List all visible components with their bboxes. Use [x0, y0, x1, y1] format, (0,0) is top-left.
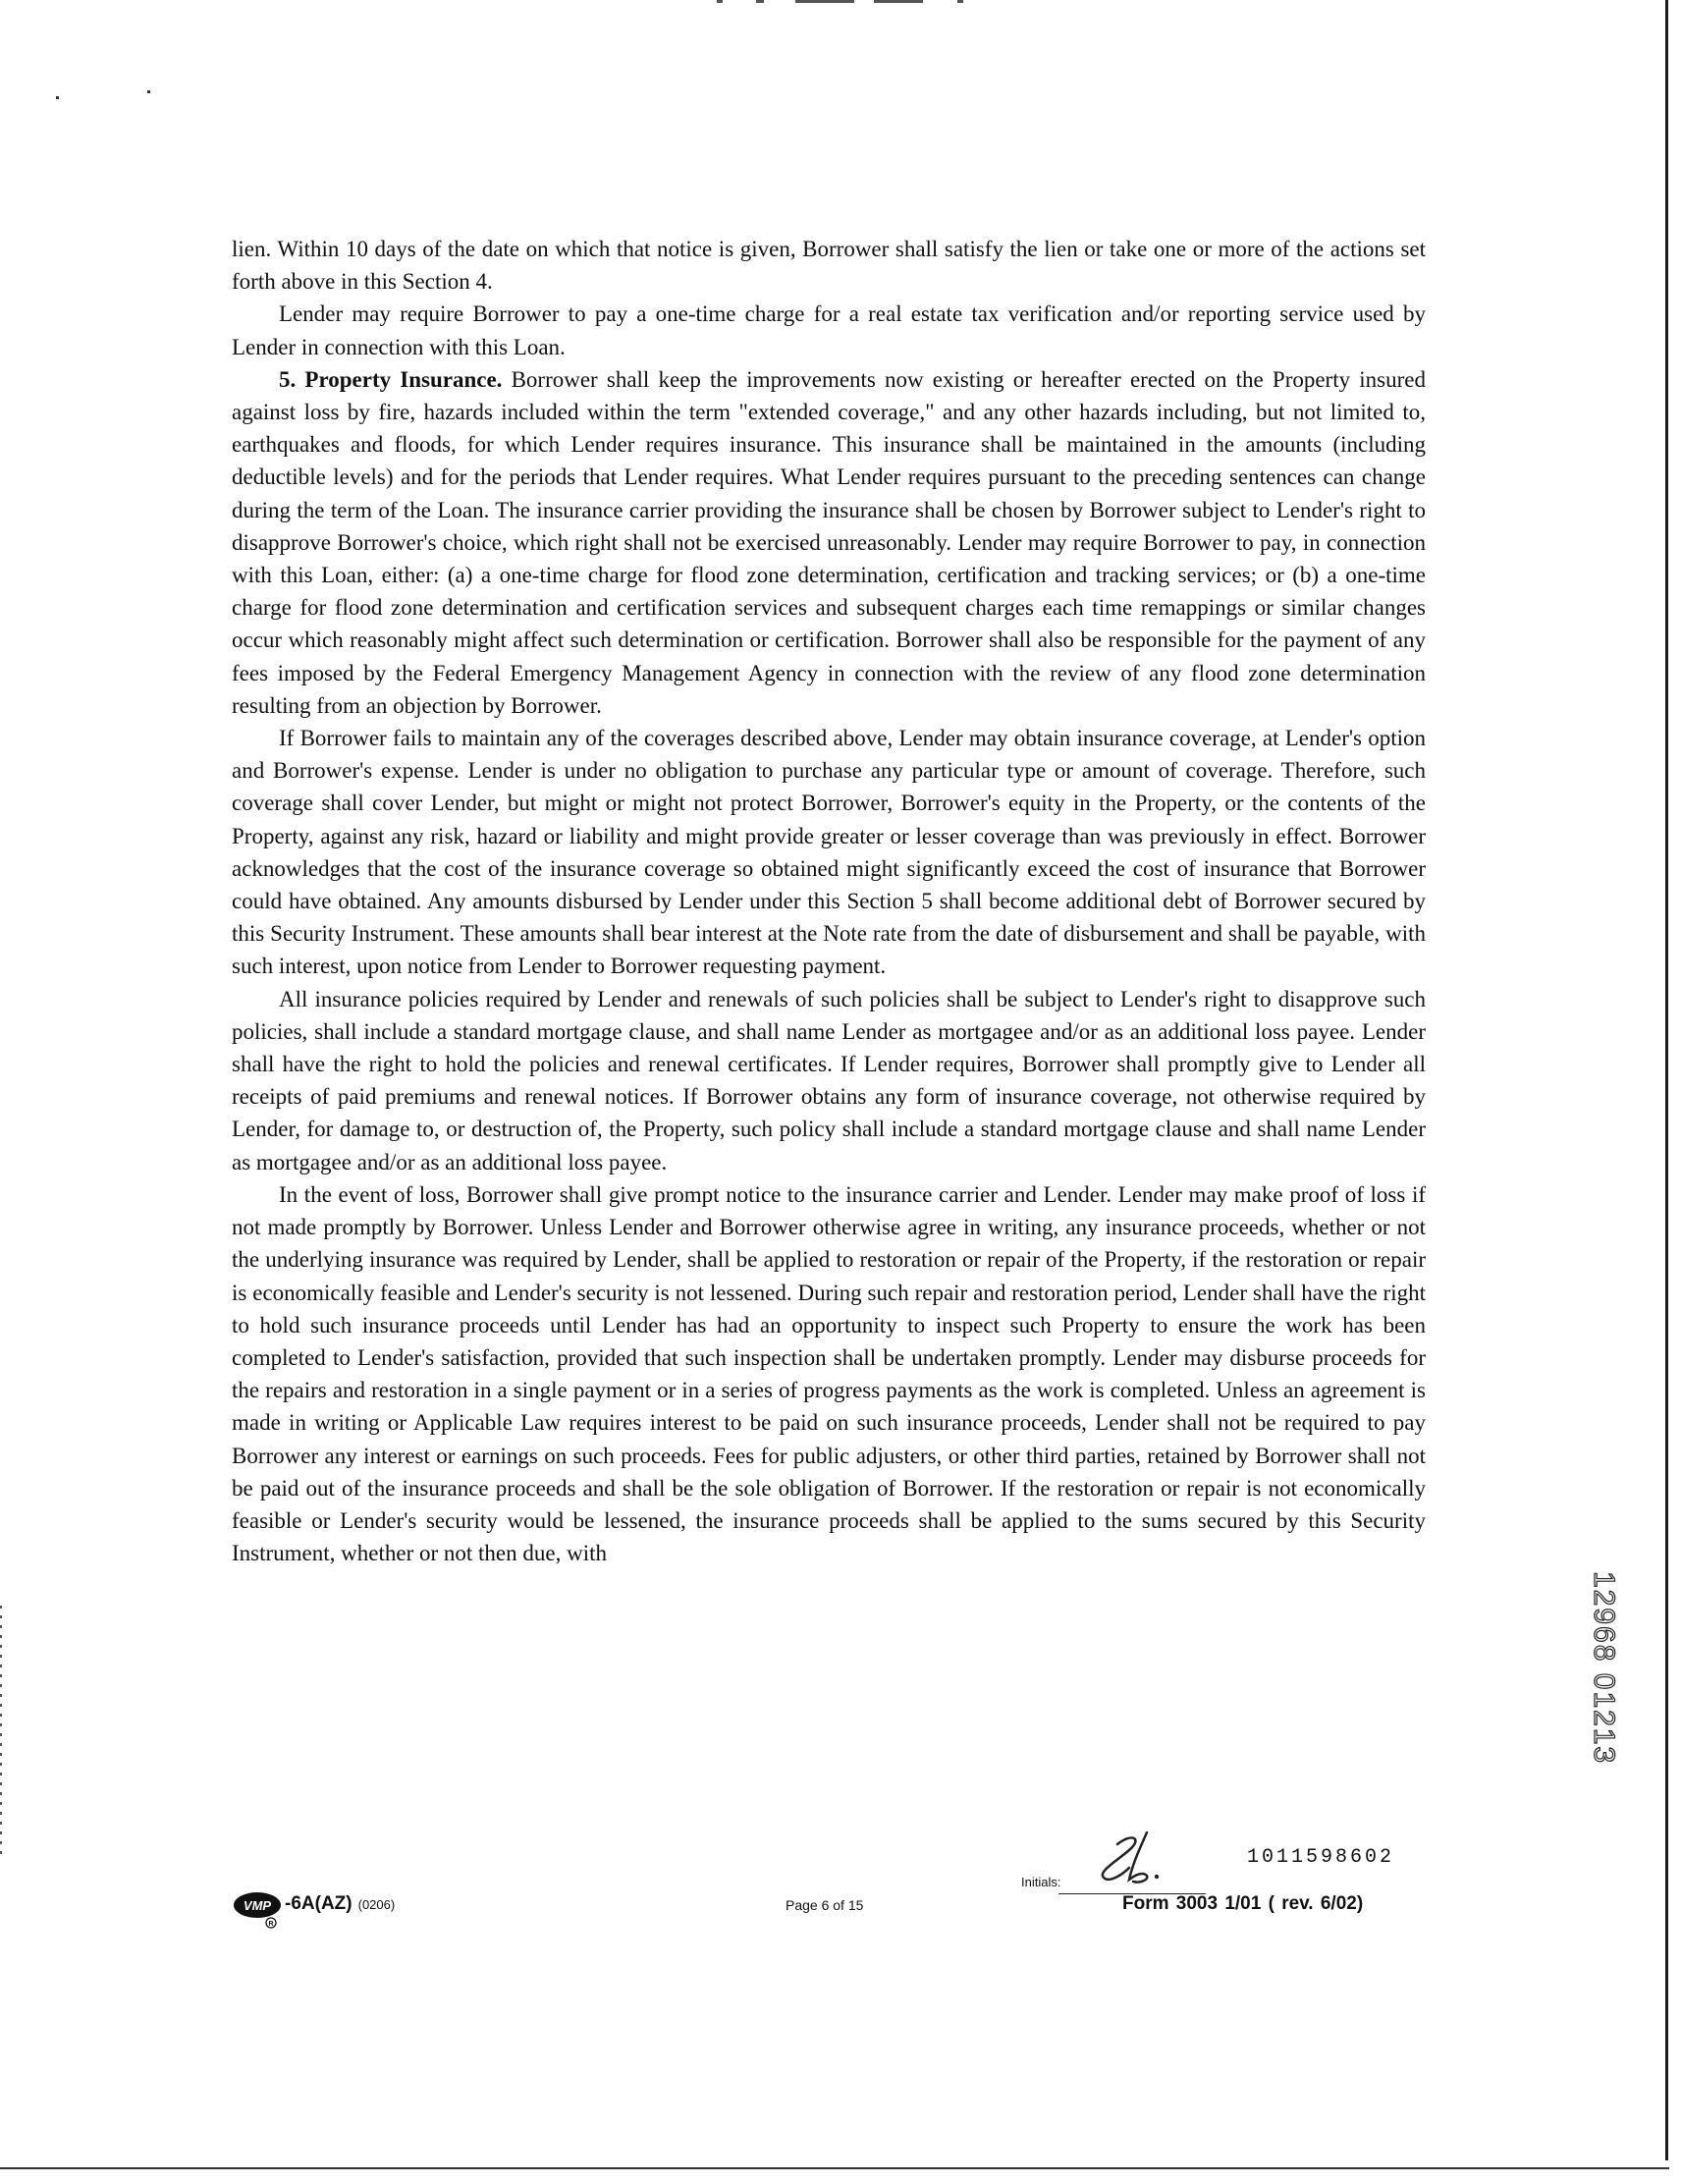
svg-text:VMP: VMP	[243, 1898, 272, 1913]
svg-text:12968 01213: 12968 01213	[1588, 1571, 1620, 1766]
scan-edge-marks	[0, 1606, 2, 1861]
scan-border-bottom	[0, 2167, 1669, 2169]
initials-signature	[1078, 1829, 1171, 1885]
paragraph	[232, 363, 1426, 722]
form-code	[285, 1893, 395, 1915]
paragraph: If Borrower fails to maintain any of the coverages described above, Lender may obtain insurance coverage, at Lender's option and Borrower's expense. Lender is under no obligation to purchase any particular type or amount of coverage. Therefore, such coverage shall cover Lender, but might or might not protect Borrower, Borrower's equity in the Property, or the contents of the Property, against any risk, hazard or liability and might provide greater or lesser coverage than was previously in effect. Borrower acknowledges that the cost of the insurance coverage so obtained might significantly exceed the cost of insurance that Borrower could have obtained. Any amounts disbursed by Lender under this Section 5 shall become additional debt of Borrower secured by this Security Instrument. These amounts shall bear interest at the Note rate from the date of disbursement and shall be payable, with such interest, upon notice from Lender to Borrower requesting payment.	[232, 726, 1426, 979]
margin-stamp-number	[1585, 1571, 1624, 1836]
paragraph: In the event of loss, Borrower shall give prompt notice to the insurance carrier and Lender. Lender may make proof of loss if not made promptly by Borrower. Unless Lender and Borrower otherwise agree in writing, any insurance proceeds, whether or not the underlying insurance was required by Lender, shall be applied to restoration or repair of the Property, if the restoration or repair is economically feasible and Lender's security is not lessened. During such repair and restoration period, Lender shall have the right to hold such insurance proceeds until Lender has had an opportunity to inspect such Property to ensure the work has been completed to Lender's satisfaction, provided that such inspection shall be undertaken promptly. Lender may disburse proceeds for the repairs and restoration in a single payment or in a series of progress payments as the work is completed. Unless an agreement is made in writing or Applicable Law requires interest to be paid on such insurance proceeds, Lender shall not be required to pay Borrower any interest or earnings on such proceeds. Fees for public adjusters, or other third parties, retained by Borrower shall not be paid out of the insurance proceeds and shall be the sole obligation of Borrower. If the restoration or repair is not economically feasible or Lender's security would be lessened, the insurance proceeds shall be applied to the sums secured by this Security Instrument, whether or not then due, with	[232, 1181, 1426, 1566]
vmp-logo	[232, 1890, 287, 1930]
page-number: Page 6 of 15	[786, 1897, 864, 1913]
scan-speck	[56, 96, 59, 99]
loan-number: 1011598602	[1247, 1846, 1395, 1869]
scan-border-right	[1665, 0, 1668, 2160]
paragraph-text: Borrower shall keep the improvements now existing or hereafter erected on the Property insured against loss by fire, hazards included within the term "extended coverage," and any other hazards including, but not limited to, earthquakes and floods, for which Lender requires insurance. This insurance shall be maintained in the amounts (including deductible levels) and for the periods that Lender requires. What Lender requires pursuant to the preceding sentences can change during the term of the Loan. The insurance carrier providing the insurance shall be chosen by Borrower subject to Lender's right to disapprove Borrower's choice, which right shall not be exercised unreasonably. Lender may require Borrower to pay, in connection with this Loan, either: (a) a one-time charge for flood zone determination, certification and tracking services; or (b) a one-time charge for flood zone determination and certification services and subsequent charges each time remappings or similar changes occur which reasonably might affect such determination or certification. Borrower shall also be responsible for the payment of any fees imposed by the Federal Emergency Management Agency in connection with the review of any flood zone determination resulting from an objection by Borrower.	[232, 366, 1426, 718]
section-heading: 5. Property Insurance.	[279, 366, 503, 392]
form-code-sub: (0206)	[357, 1897, 396, 1912]
initials-label: Initials:	[1021, 1875, 1061, 1889]
document-body	[232, 233, 1426, 1569]
paragraph: Lender may require Borrower to pay a one-time charge for a real estate tax verification and/or reporting service used by Lender in connection with this Loan.	[232, 301, 1426, 359]
scan-top-marks	[687, 0, 1021, 4]
form-number: Form 3003 1/01 ( rev. 6/02)	[1122, 1893, 1364, 1914]
paragraph: lien. Within 10 days of the date on which that notice is given, Borrower shall satisfy the lien or take one or more of the actions set forth above in this Section 4.	[232, 237, 1426, 295]
scan-speck	[147, 90, 150, 93]
form-code-main: -6A(AZ)	[285, 1893, 352, 1914]
paragraph: All insurance policies required by Lender and renewals of such policies shall be subject to Lender's right to disapprove such policies, shall include a standard mortgage clause, and shall name Lender as mortgagee and/or as an additional loss payee. Lender shall have the right to hold the policies and renewal certificates. If Lender requires, Borrower shall promptly give to Lender all receipts of paid premiums and renewal notices. If Borrower obtains any form of insurance coverage, not otherwise required by Lender, for damage to, or destruction of, the Property, such policy shall include a standard mortgage clause and shall name Lender as mortgagee and/or as an additional loss payee.	[232, 986, 1426, 1174]
svg-text:R: R	[268, 1921, 274, 1928]
